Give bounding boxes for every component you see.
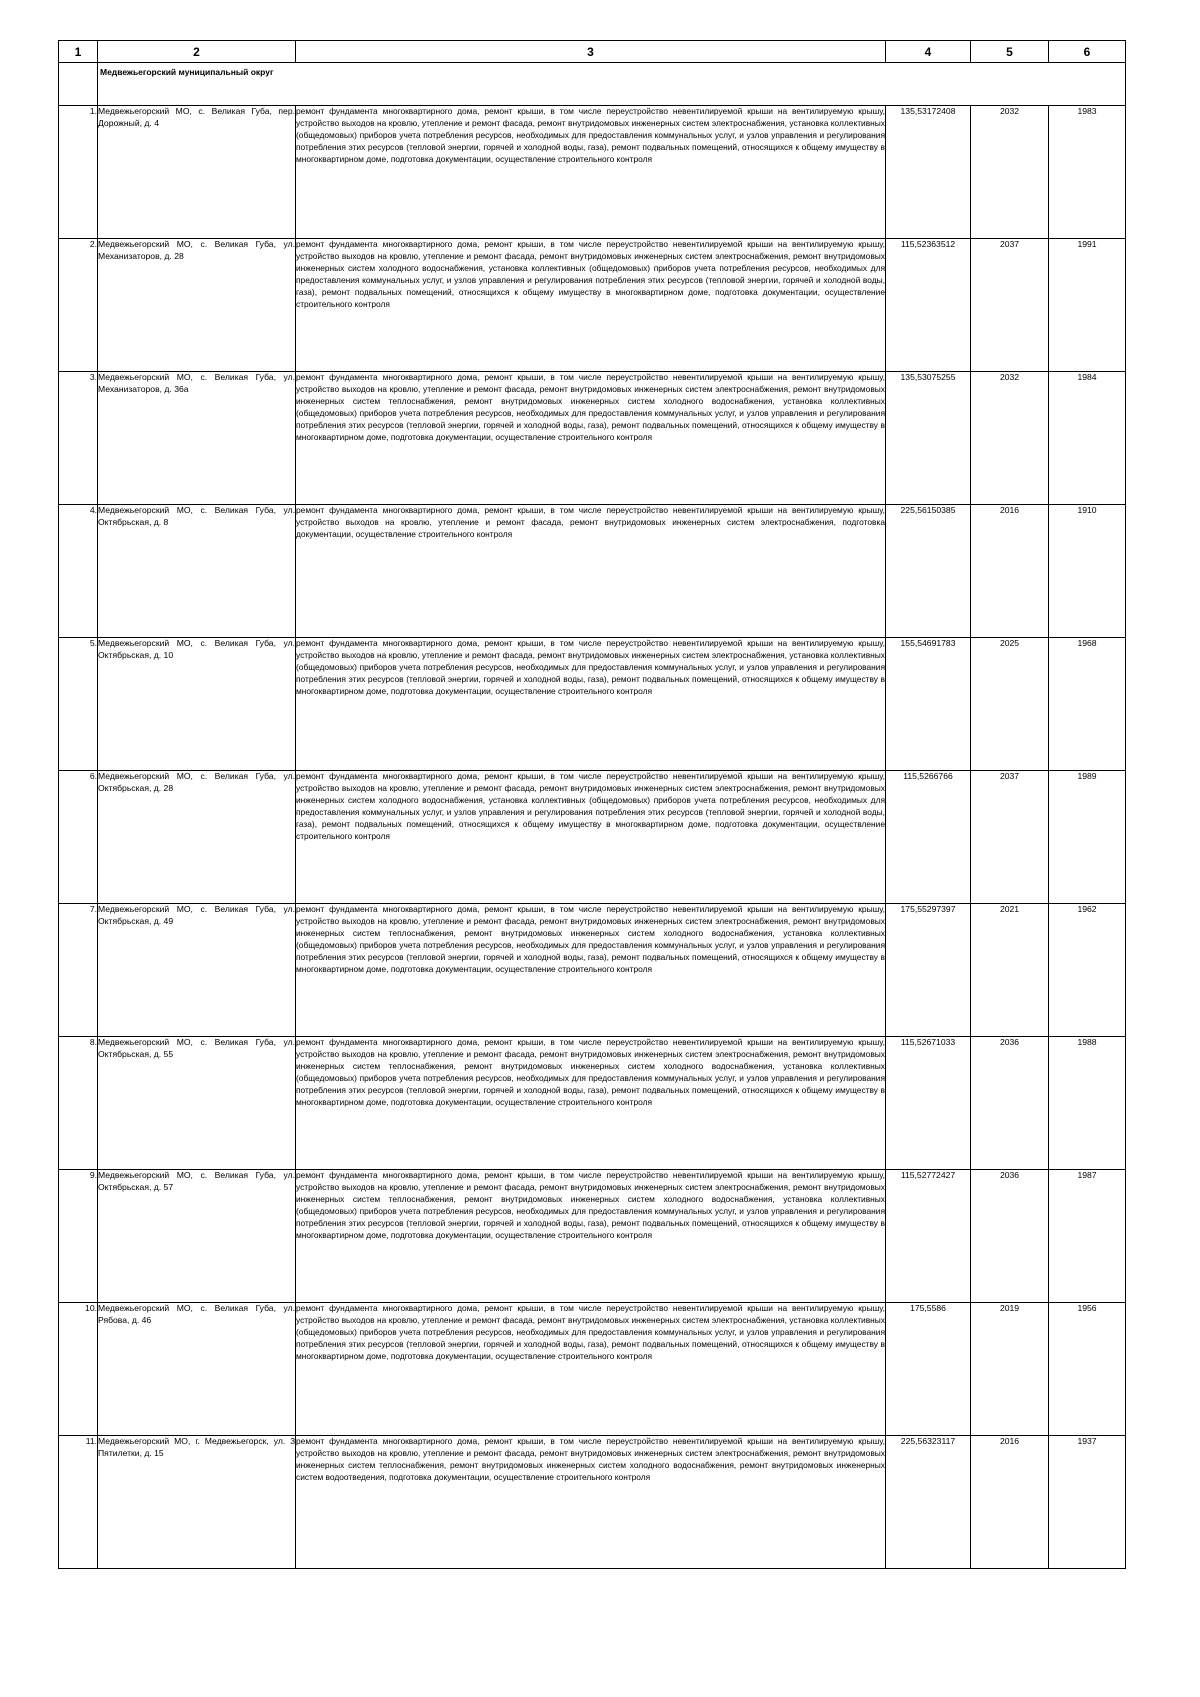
year-built-cell: 1937: [1049, 1436, 1126, 1569]
cost-cell: 115,52671033: [886, 1037, 971, 1170]
year-planned-cell: 2016: [971, 505, 1049, 638]
cost-cell: 155,54691783: [886, 638, 971, 771]
works-cell: ремонт фундамента многоквартирного дома, ремонт крыши, в том числе переустройство невентилируемой крыши на вентилируемую крышу, устройство выходов на кровлю, утепление и ремонт фасада, ремонт внутридомовых инженерных систем электроснабжения, ремонт внутридомовых инженерных систем холодного водоснабжения, установка коллективных (общедомовых) приборов учета потребления ресурсов, необходимых для предоставления коммунальных услуг, и узлов управления и регулирования потребления этих ресурсов (тепловой энергии, горячей и холодной воды, газа), ремонт подвальных помещений, относящихся к общему имуществу в многоквартирном доме, подготовка документации, осуществление строительного контроля: [296, 771, 886, 904]
table-row: [59, 372, 1126, 505]
table-row: [59, 505, 1126, 638]
year-built-cell: 1983: [1049, 106, 1126, 239]
row-number: 9.: [59, 1170, 98, 1303]
cost-cell: 225,56323117: [886, 1436, 971, 1569]
works-cell: ремонт фундамента многоквартирного дома, ремонт крыши, в том числе переустройство невентилируемой крыши на вентилируемую крышу, устройство выходов на кровлю, утепление и ремонт фасада, ремонт внутридомовых инженерных систем электроснабжения, ремонт внутридомовых инженерных систем холодного водоснабжения, установка коллективных (общедомовых) приборов учета потребления ресурсов, необходимых для предоставления коммунальных услуг, и узлов управления и регулирования потребления этих ресурсов (тепловой энергии, горячей и холодной воды, газа), ремонт подвальных помещений, относящихся к общему имуществу в многоквартирном доме, подготовка документации, осуществление строительного контроля: [296, 239, 886, 372]
works-cell: ремонт фундамента многоквартирного дома, ремонт крыши, в том числе переустройство невентилируемой крыши на вентилируемую крышу, устройство выходов на кровлю, утепление и ремонт фасада, ремонт внутридомовых инженерных систем электроснабжения, установка коллективных (общедомовых) приборов учета потребления ресурсов, необходимых для предоставления коммунальных услуг, и узлов управления и регулирования потребления этих ресурсов (тепловой энергии, горячей и холодной воды, газа), ремонт подвальных помещений, относящихся к общему имуществу в многоквартирном доме, подготовка документации, осуществление строительного контроля: [296, 1303, 886, 1436]
year-built-cell: 1991: [1049, 239, 1126, 372]
works-cell: ремонт фундамента многоквартирного дома, ремонт крыши, в том числе переустройство невентилируемой крыши на вентилируемую крышу, устройство выходов на кровлю, утепление и ремонт фасада, ремонт внутридомовых инженерных систем электроснабжения, ремонт внутридомовых инженерных систем теплоснабжения, ремонт внутридомовых инженерных систем холодного водоснабжения, установка коллективных (общедомовых) приборов учета потребления ресурсов, необходимых для предоставления коммунальных услуг, и узлов управления и регулирования потребления этих ресурсов (тепловой энергии, горячей и холодной воды, газа), ремонт подвальных помещений, относящихся к общему имуществу в многоквартирном доме, подготовка документации, осуществление строительного контроля: [296, 372, 886, 505]
row-number: 3.: [59, 372, 98, 505]
year-planned-cell: 2021: [971, 904, 1049, 1037]
section-blank-cell: [59, 63, 98, 106]
year-planned-cell: 2037: [971, 239, 1049, 372]
section-title-cell: [98, 63, 1126, 106]
column-number-row: [59, 41, 1126, 63]
year-planned-cell: 2032: [971, 372, 1049, 505]
table-row: [59, 239, 1126, 372]
year-built-cell: 1987: [1049, 1170, 1126, 1303]
row-number: 4.: [59, 505, 98, 638]
works-cell: ремонт фундамента многоквартирного дома, ремонт крыши, в том числе переустройство невентилируемой крыши на вентилируемую крышу, устройство выходов на кровлю, утепление и ремонт фасада, ремонт внутридомовых инженерных систем электроснабжения, ремонт внутридомовых инженерных систем теплоснабжения, ремонт внутридомовых инженерных систем холодного водоснабжения, установка коллективных (общедомовых) приборов учета потребления ресурсов, необходимых для предоставления коммунальных услуг, и узлов управления и регулирования потребления этих ресурсов (тепловой энергии, горячей и холодной воды, газа), ремонт подвальных помещений, относящихся к общему имуществу в многоквартирном доме, подготовка документации, осуществление строительного контроля: [296, 1170, 886, 1303]
cost-cell: 115,5266766: [886, 771, 971, 904]
year-planned-cell: 2036: [971, 1037, 1049, 1170]
row-number: 10.: [59, 1303, 98, 1436]
table-row: [59, 904, 1126, 1037]
row-number: 2.: [59, 239, 98, 372]
address-cell: Медвежьегорский МО, с. Великая Губа, ул. Октябрьская, д. 57: [98, 1170, 296, 1303]
year-built-cell: 1910: [1049, 505, 1126, 638]
address-cell: Медвежьегорский МО, с. Великая Губа, пер. Дорожный, д. 4: [98, 106, 296, 239]
year-planned-cell: 2016: [971, 1436, 1049, 1569]
works-cell: ремонт фундамента многоквартирного дома, ремонт крыши, в том числе переустройство невентилируемой крыши на вентилируемую крышу, устройство выходов на кровлю, утепление и ремонт фасада, ремонт внутридомовых инженерных систем электроснабжения, ремонт внутридомовых инженерных систем теплоснабжения, ремонт внутридомовых инженерных систем холодного водоснабжения, установка коллективных (общедомовых) приборов учета потребления ресурсов, необходимых для предоставления коммунальных услуг, и узлов управления и регулирования потребления этих ресурсов (тепловой энергии, горячей и холодной воды, газа), ремонт подвальных помещений, относящихся к общему имуществу в многоквартирном доме, подготовка документации, осуществление строительного контроля: [296, 1037, 886, 1170]
year-planned-cell: 2025: [971, 638, 1049, 771]
row-number: 7.: [59, 904, 98, 1037]
table-row: [59, 1436, 1126, 1569]
cost-cell: 175,55297397: [886, 904, 971, 1037]
table-row: [59, 771, 1126, 904]
cost-cell: 175,5586: [886, 1303, 971, 1436]
capital-repair-table: [58, 40, 1126, 1569]
address-cell: Медвежьегорский МО, с. Великая Губа, ул. Механизаторов, д. 36а: [98, 372, 296, 505]
cost-cell: 115,52363512: [886, 239, 971, 372]
works-cell: ремонт фундамента многоквартирного дома, ремонт крыши, в том числе переустройство невентилируемой крыши на вентилируемую крышу, устройство выходов на кровлю, утепление и ремонт фасада, ремонт внутридомовых инженерных систем электроснабжения, ремонт внутридомовых инженерных систем теплоснабжения, ремонт внутридомовых инженерных систем холодного водоснабжения, ремонт внутридомовых инженерных систем водоотведения, подготовка документации, осуществление строительного контроля: [296, 1436, 886, 1569]
row-number: 8.: [59, 1037, 98, 1170]
address-cell: Медвежьегорский МО, с. Великая Губа, ул. Октябрьская, д. 28: [98, 771, 296, 904]
year-built-cell: 1956: [1049, 1303, 1126, 1436]
column-header-2: 2: [98, 41, 296, 63]
cost-cell: 225,56150385: [886, 505, 971, 638]
works-cell: ремонт фундамента многоквартирного дома, ремонт крыши, в том числе переустройство невентилируемой крыши на вентилируемую крышу, устройство выходов на кровлю, утепление и ремонт фасада, ремонт внутридомовых инженерных систем электроснабжения, установка коллективных (общедомовых) приборов учета потребления ресурсов, необходимых для предоставления коммунальных услуг, и узлов управления и регулирования потребления этих ресурсов (тепловой энергии, горячей и холодной воды, газа), ремонт подвальных помещений, относящихся к общему имуществу в многоквартирном доме, подготовка документации, осуществление строительного контроля: [296, 106, 886, 239]
address-cell: Медвежьегорский МО, с. Великая Губа, ул. Рябова, д. 46: [98, 1303, 296, 1436]
table-row: [59, 1037, 1126, 1170]
address-cell: Медвежьегорский МО, с. Великая Губа, ул. Механизаторов, д. 28: [98, 239, 296, 372]
address-cell: Медвежьегорский МО, с. Великая Губа, ул. Октябрьская, д. 55: [98, 1037, 296, 1170]
column-header-4: 4: [886, 41, 971, 63]
column-header-6: 6: [1049, 41, 1126, 63]
column-header-1: 1: [59, 41, 98, 63]
address-cell: Медвежьегорский МО, с. Великая Губа, ул. Октябрьская, д. 8: [98, 505, 296, 638]
cost-cell: 135,53075255: [886, 372, 971, 505]
year-built-cell: 1968: [1049, 638, 1126, 771]
works-cell: ремонт фундамента многоквартирного дома, ремонт крыши, в том числе переустройство невентилируемой крыши на вентилируемую крышу, устройство выходов на кровлю, утепление и ремонт фасада, ремонт внутридомовых инженерных систем электроснабжения, установка коллективных (общедомовых) приборов учета потребления ресурсов, необходимых для предоставления коммунальных услуг, и узлов управления и регулирования потребления этих ресурсов (тепловой энергии, горячей и холодной воды, газа), ремонт подвальных помещений, относящихся к общему имуществу в многоквартирном доме, подготовка документации, осуществление строительного контроля: [296, 638, 886, 771]
table-row: [59, 1303, 1126, 1436]
cost-cell: 115,52772427: [886, 1170, 971, 1303]
table-row: [59, 638, 1126, 771]
year-built-cell: 1989: [1049, 771, 1126, 904]
cost-cell: 135,53172408: [886, 106, 971, 239]
year-built-cell: 1988: [1049, 1037, 1126, 1170]
table-row: [59, 1170, 1126, 1303]
year-built-cell: 1984: [1049, 372, 1126, 505]
works-cell: ремонт фундамента многоквартирного дома, ремонт крыши, в том числе переустройство невентилируемой крыши на вентилируемую крышу, устройство выходов на кровлю, утепление и ремонт фасада, ремонт внутридомовых инженерных систем электроснабжения, ремонт внутридомовых инженерных систем теплоснабжения, ремонт внутридомовых инженерных систем холодного водоснабжения, установка коллективных (общедомовых) приборов учета потребления ресурсов, необходимых для предоставления коммунальных услуг, и узлов управления и регулирования потребления этих ресурсов (тепловой энергии, горячей и холодной воды, газа), ремонт подвальных помещений, относящихся к общему имуществу в многоквартирном доме, подготовка документации, осуществление строительного контроля: [296, 904, 886, 1037]
section-title: Медвежьегорский муниципальный округ: [100, 67, 274, 77]
year-built-cell: 1962: [1049, 904, 1126, 1037]
address-cell: Медвежьегорский МО, с. Великая Губа, ул. Октябрьская, д. 49: [98, 904, 296, 1037]
table-row: [59, 106, 1126, 239]
address-cell: Медвежьегорский МО, с. Великая Губа, ул. Октябрьская, д. 10: [98, 638, 296, 771]
address-cell: Медвежьегорский МО, г. Медвежьегорск, ул. 3 Пятилетки, д. 15: [98, 1436, 296, 1569]
year-planned-cell: 2032: [971, 106, 1049, 239]
year-planned-cell: 2036: [971, 1170, 1049, 1303]
row-number: 11.: [59, 1436, 98, 1569]
year-planned-cell: 2037: [971, 771, 1049, 904]
section-row: [59, 63, 1126, 106]
row-number: 6.: [59, 771, 98, 904]
row-number: 1.: [59, 106, 98, 239]
year-planned-cell: 2019: [971, 1303, 1049, 1436]
column-header-5: 5: [971, 41, 1049, 63]
column-header-3: 3: [296, 41, 886, 63]
works-cell: ремонт фундамента многоквартирного дома, ремонт крыши, в том числе переустройство невентилируемой крыши на вентилируемую крышу, устройство выходов на кровлю, утепление и ремонт фасада, ремонт внутридомовых инженерных систем электроснабжения, подготовка документации, осуществление строительного контроля: [296, 505, 886, 638]
row-number: 5.: [59, 638, 98, 771]
